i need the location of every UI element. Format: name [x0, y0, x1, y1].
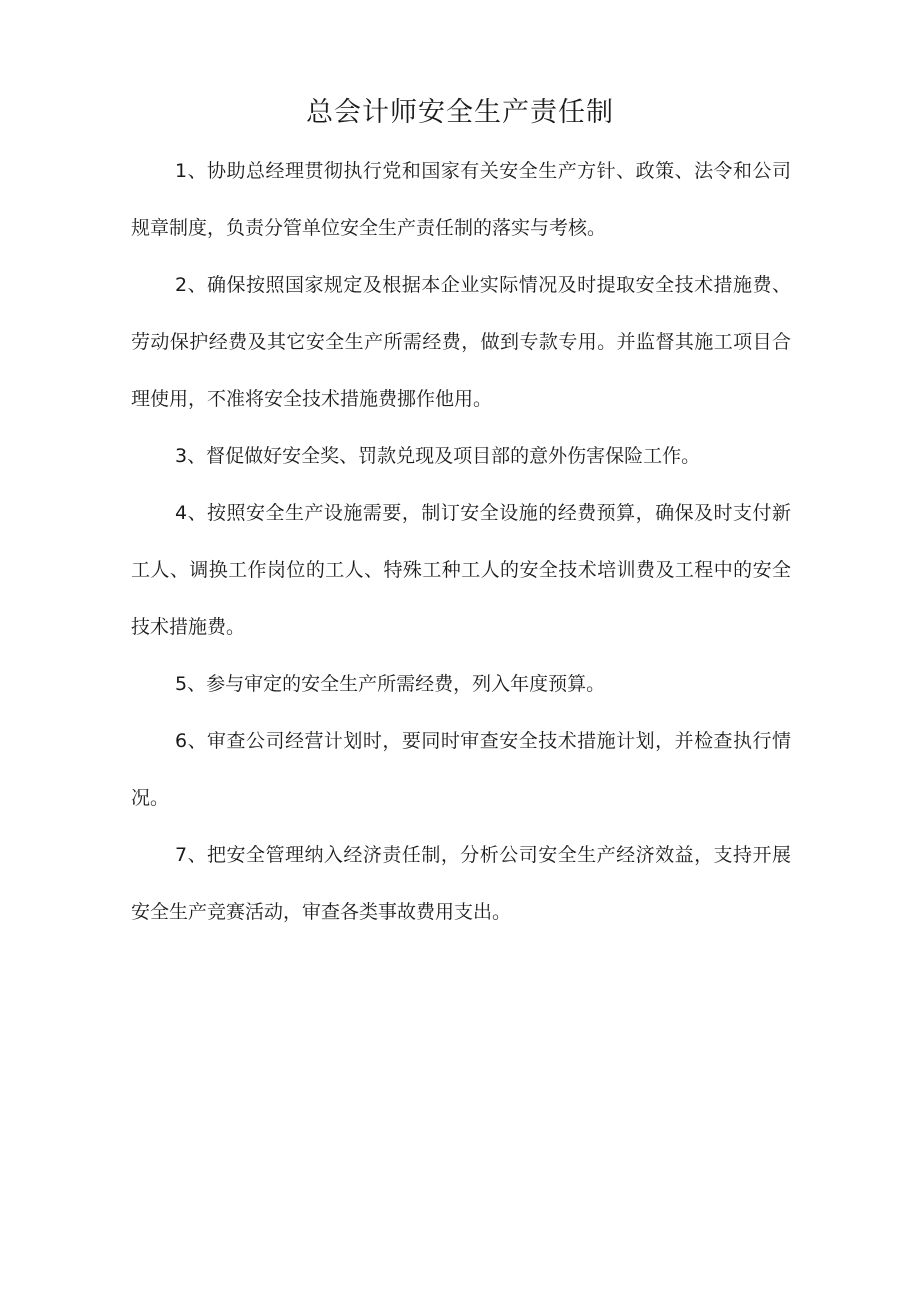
paragraph-3: 3、督促做好安全奖、罚款兑现及项目部的意外伤害保险工作。 — [175, 445, 701, 467]
paragraph-7: 7、把安全管理纳入经济责任制，分析公司安全生产经济效益，支持开展安全生产竞赛活动，审查各类事故费用支出。 — [131, 844, 791, 923]
document-title: 总会计师安全生产责任制 — [306, 97, 614, 128]
paragraph-6: 6、审查公司经营计划时，要同时审查安全技术措施计划，并检查执行情况。 — [131, 730, 791, 809]
paragraph-2: 2、确保按照国家规定及根据本企业实际情况及时提取安全技术措施费、劳动保护经费及其它安全生产所需经费，做到专款专用。并监督其施工项目合理使用，不准将安全技术措施费挪作他用。 — [131, 274, 791, 410]
document-body — [131, 143, 791, 941]
paragraph-4: 4、按照安全生产设施需要，制订安全设施的经费预算，确保及时支付新工人、调换工作岗位的工人、特殊工种工人的安全技术培训费及工程中的安全技术措施费。 — [131, 502, 791, 638]
paragraph-1: 1、协助总经理贯彻执行党和国家有关安全生产方针、政策、法令和公司规章制度，负责分管单位安全生产责任制的落实与考核。 — [131, 160, 791, 239]
paragraph-5: 5、参与审定的安全生产所需经费，列入年度预算。 — [175, 673, 606, 695]
